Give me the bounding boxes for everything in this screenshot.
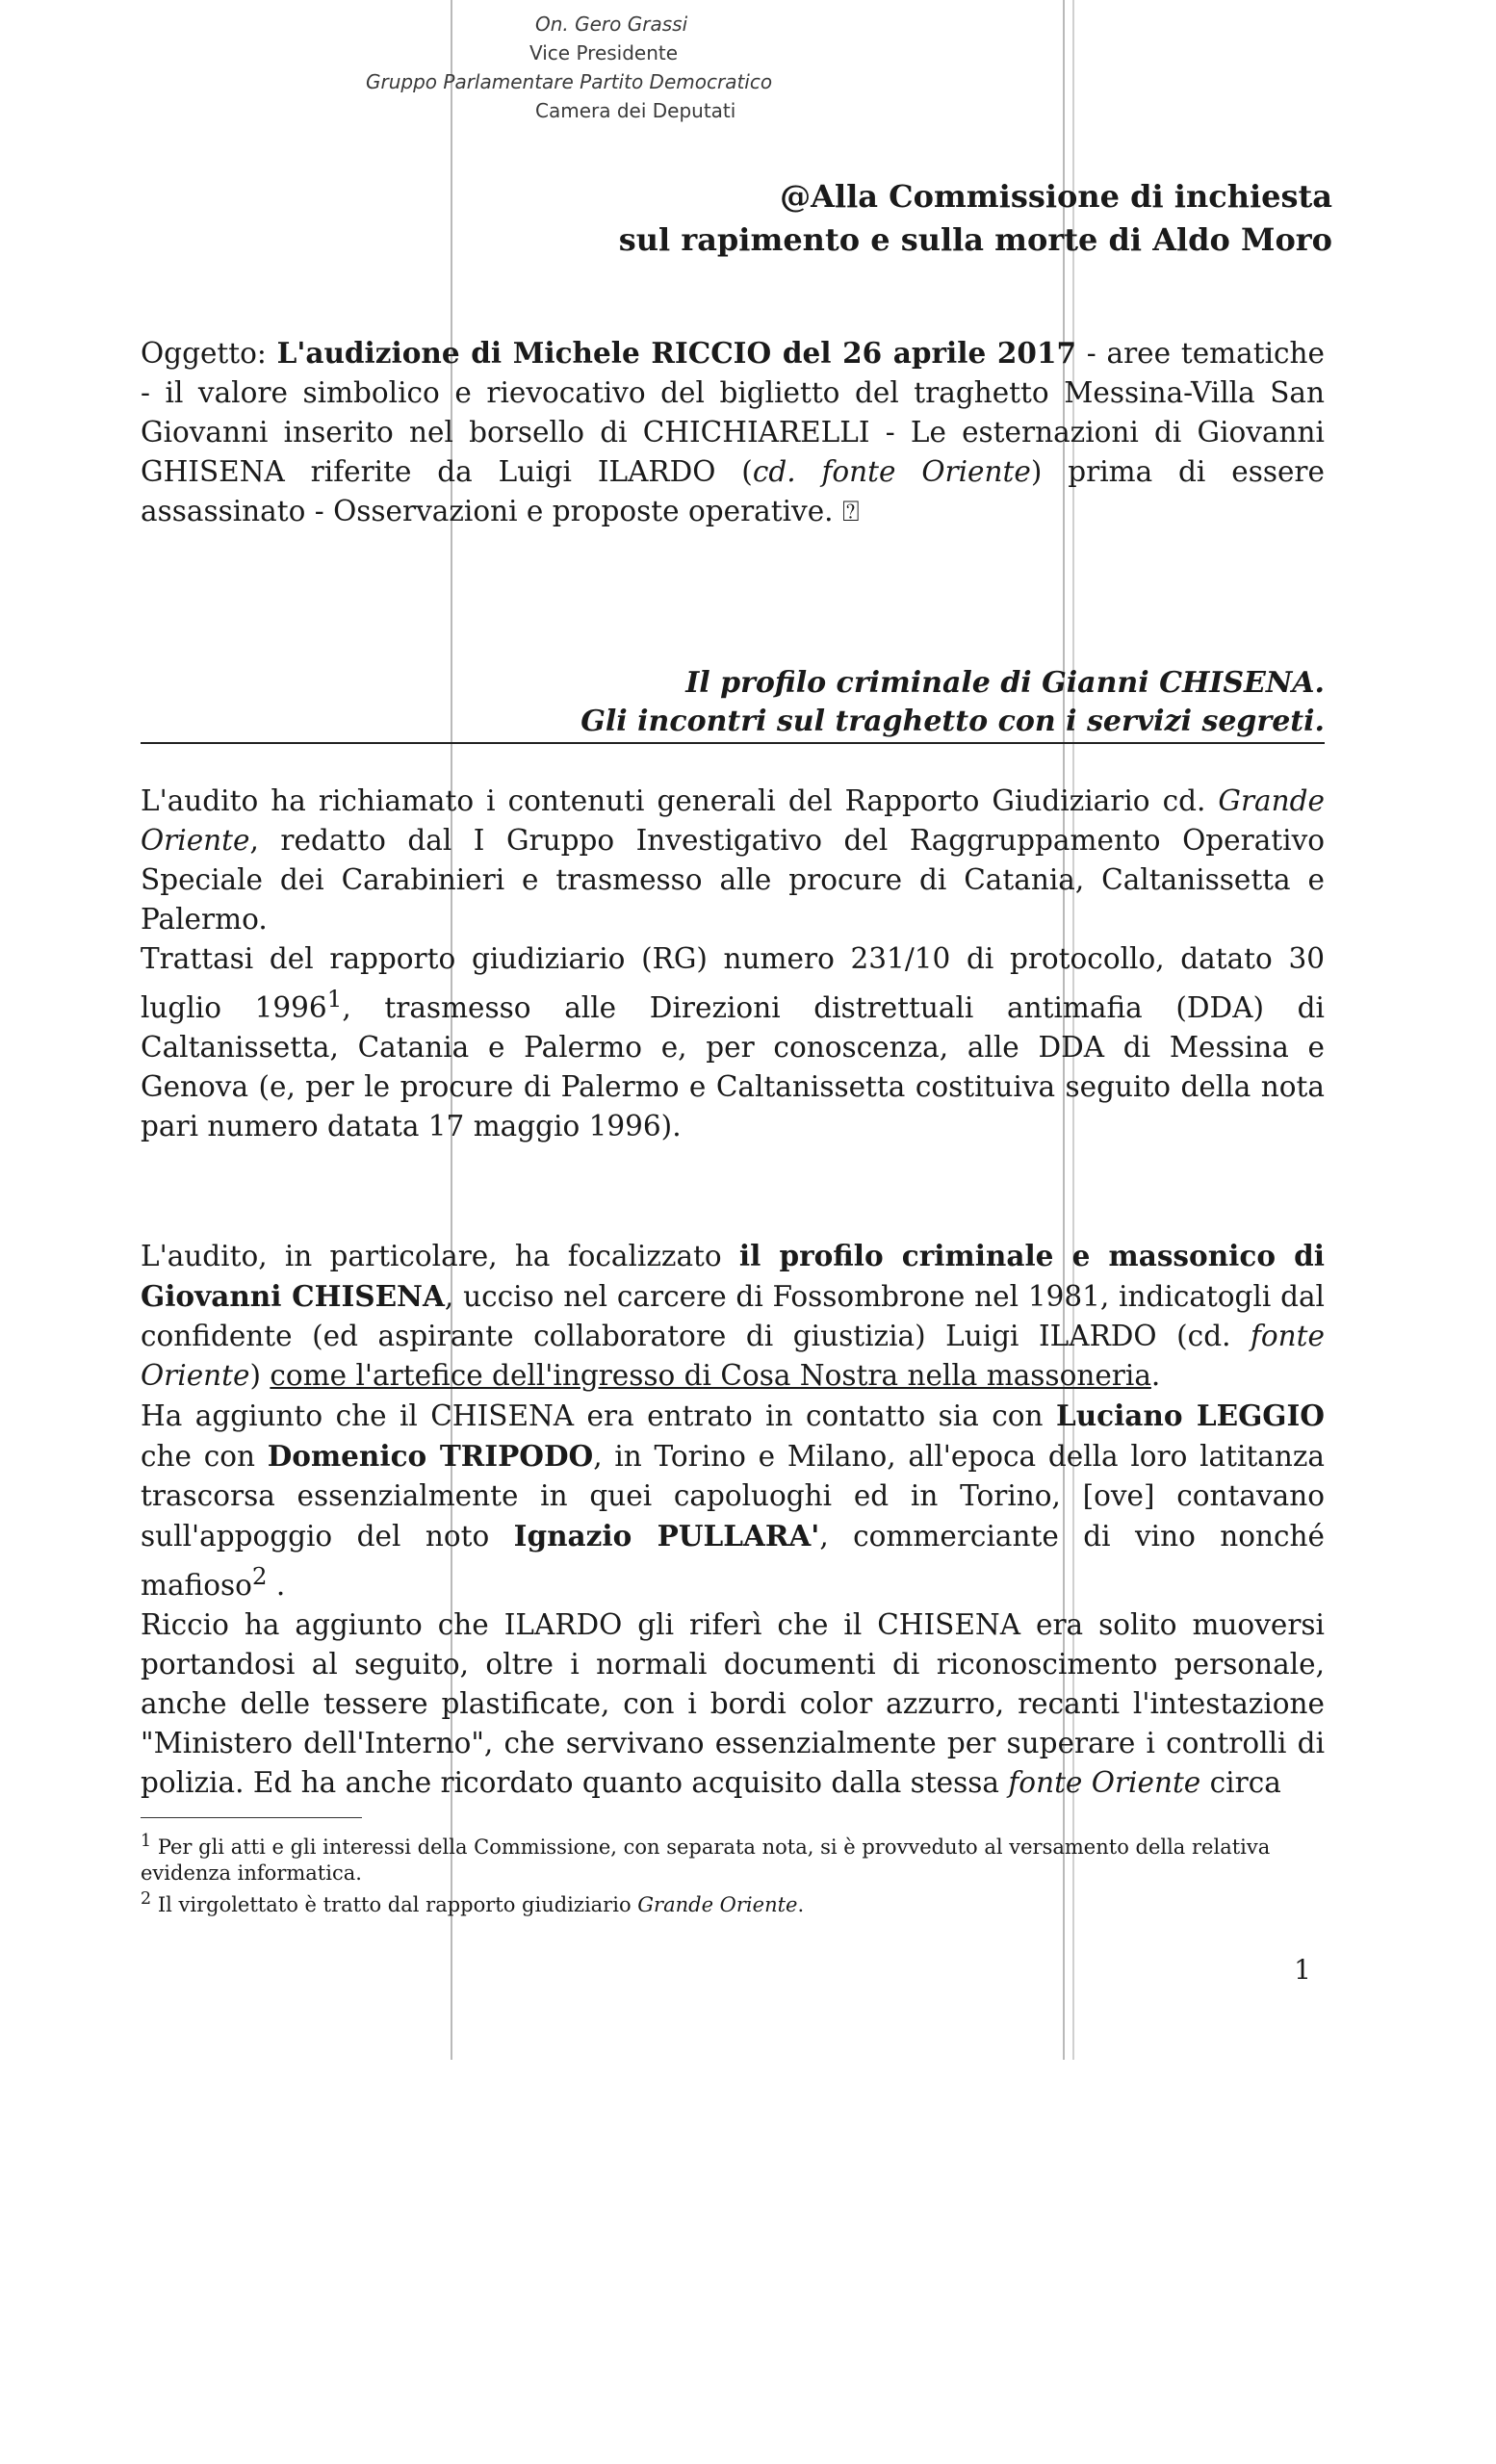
p4-text-e: , in Torino e Milano, all'epoca della loro latitanza trascorsa essenzialmente in quei capoluoghi ed in Torino, [ove] contavano sull'appoggio del noto [141,1440,1325,1553]
footnote-ref-1: 1 [326,985,343,1013]
subject-text-1: - aree tematiche - il valore simbolico e rievocativo del biglietto del traghetto Messina-Villa San Giovanni inserito nel borsello di CHICHIARELLI - Le esternazioni di Giovanni GHISENA riferite da Luigi ILARDO ( [141,337,1325,488]
footnote-1-text: Per gli atti e gli interessi della Commissione, con separata nota, si è provveduto al versamento della relativa evidenza informatica. [141,1835,1271,1885]
p3-text-d: ) [249,1359,271,1392]
letterhead-role: Vice Presidente [529,41,679,64]
p4-text-c: che con [141,1440,268,1473]
p4-text-a: Ha aggiunto che il CHISENA era entrato in contatto sia con [141,1399,1056,1432]
p4-bold-leggio: Luciano LEGGIO [1055,1399,1325,1432]
p3-text-e: . [1150,1359,1161,1392]
p5-text-b: circa [1200,1765,1281,1799]
letterhead [366,10,847,125]
paragraph-2 [141,939,1325,1146]
p4-text-g: , commerciante di vino nonché mafioso [141,1520,1325,1602]
p5-italic: fonte Oriente [1008,1765,1201,1799]
footnote-2-text-b: . [797,1893,805,1916]
addressee-line-2: sul rapimento e sulla morte di Aldo Moro [618,221,1332,258]
footnote-1 [141,1829,1325,1886]
p3-underlined: come l'artefice dell'ingresso di Cosa Nostra nella massoneria [270,1359,1151,1392]
addressee-line-1: @Alla Commissione di inchiesta [780,178,1332,215]
p1-italic: Grande Oriente [141,784,1325,857]
subject-text-2: ) prima di essere assassinato - Osservazioni e proposte operative. [141,455,1325,527]
footnote-2-text-a: Il virgolettato è tratto dal rapporto giudiziario [151,1893,638,1916]
p3-text-a: L'audito, in particolare, ha focalizzato [141,1240,739,1272]
letterhead-group: Gruppo Parlamentare Partito Democratico [366,70,773,93]
section-title-line-1: Il profilo criminale di Gianni CHISENA. [685,666,1325,700]
paragraph-4 [141,1396,1325,1605]
p2-text-b: , trasmesso alle Direzioni distrettuali antimafia (DDA) di Caltanissetta, Catania e Palermo e, per conoscenza, alle DDA di Messina e Genova (e, per le procure di Palermo e Caltanissetta costituiva seguito della nota pari numero datata 17 maggio 1996). [141,990,1325,1142]
p2-text-a: Trattasi del rapporto giudiziario (RG) numero 231/10 di protocollo, datato 30 luglio 1996 [141,942,1325,1024]
letterhead-name: On. Gero Grassi [535,13,688,36]
subject-label: Oggetto: [141,337,277,370]
footnote-2-italic: Grande Oriente [637,1893,798,1916]
subject-bold-heading: L'audizione di Michele RICCIO del 26 aprile 2017 [276,336,1076,370]
subject-italic: cd. fonte Oriente [752,455,1031,488]
p5-text-a: Riccio ha aggiunto che ILARDO gli riferì che il CHISENA era solito muoversi portandosi al seguito, oltre i normali documenti di riconoscimento personale, anche delle tessere plastificate, con i bordi color azzurro, recanti l'intestazione "Ministero dell'Interno", che servivano essenzialmente per superare i controlli di polizia. Ed ha anche ricordato quanto acquisito dalla stessa [141,1607,1325,1799]
p3-bold: il profilo criminale e massonico di Giovanni CHISENA [141,1239,1325,1313]
p1-text-b: , redatto dal I Gruppo Investigativo del Raggruppamento Operativo Speciale dei Carabinieri e trasmesso alle procure di Catania, Caltanissetta e Palermo. [141,824,1325,936]
paragraph-3 [141,1236,1325,1396]
footnote-2-number: 2 [141,1889,152,1909]
paragraph-3-group [141,1236,1325,1803]
letterhead-chamber: Camera dei Deputati [535,99,736,122]
section-title-underline [141,742,1325,744]
paragraph-5 [141,1605,1325,1803]
section-title [580,664,1325,741]
paragraph-1 [141,782,1325,1146]
subject-paragraph [141,333,1325,531]
p3-italic: fonte Oriente [141,1320,1325,1392]
p4-text-h: . [267,1568,286,1602]
footnote-1-number: 1 [141,1832,152,1851]
p3-text-c: , ucciso nel carcere di Fossombrone nel 1981, indicatogli dal confidente (ed aspirante collaboratore di giustizia) Luigi ILARDO (cd. [141,1280,1325,1352]
footnote-2 [141,1886,1325,1918]
footnote-ref-2: 2 [251,1562,268,1590]
footnotes [141,1829,1325,1918]
footnote-separator [141,1817,362,1818]
p1-text-a: L'audito ha richiamato i contenuti generali del Rapporto Giudiziario cd. [141,784,1219,817]
p4-bold-pullara: Ignazio PULLARA' [513,1519,820,1553]
missing-glyph-icon: ⍰ [841,495,860,527]
section-title-line-2: Gli incontri sul traghetto con i servizi segreti. [580,705,1325,738]
p4-bold-tripodo: Domenico TRIPODO [267,1439,594,1473]
addressee [619,175,1332,262]
page-number: 1 [1294,1954,1311,1986]
